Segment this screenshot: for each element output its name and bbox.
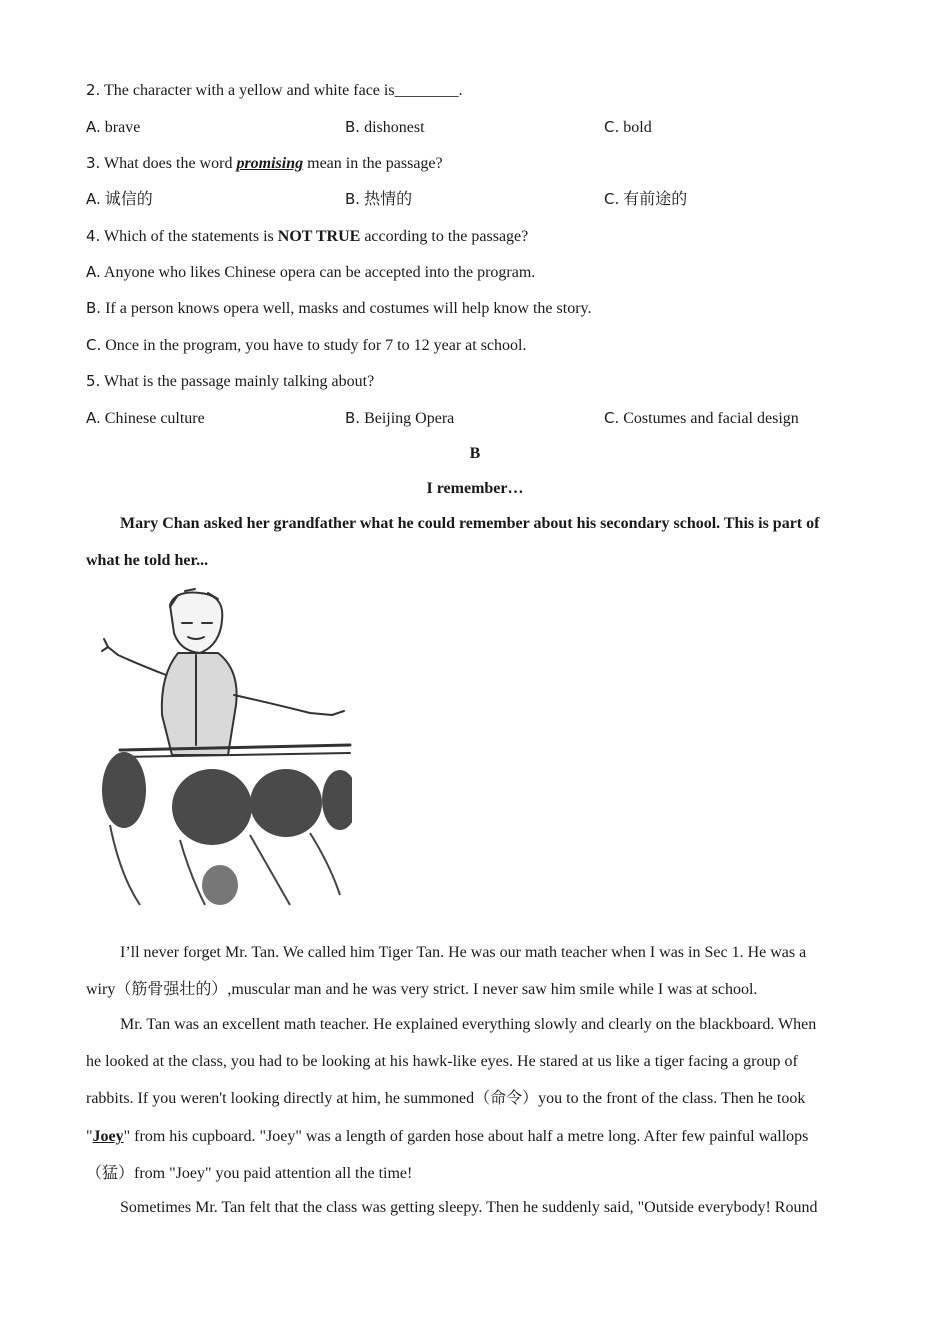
option-letter: B.	[345, 118, 361, 136]
option-text: Costumes and facial design	[623, 410, 799, 427]
option-letter: B.	[345, 190, 361, 208]
passage-p1-line-2: wiry（筋骨强壮的）,muscular man and he was very strict. I never saw him smile while I was at school.	[86, 981, 758, 998]
passage-p1-line-1: I’ll never forget Mr. Tan. We called him Tiger Tan. He was our math teacher when I was in Sec 1. He was a	[120, 944, 807, 961]
question-number: 3.	[86, 154, 101, 172]
option-letter: A.	[86, 190, 101, 208]
option-b	[345, 189, 412, 210]
option-text: 诚信的	[104, 191, 153, 208]
passage-p2-line-5: （猛）from "Joey" you paid attention all the time!	[86, 1165, 413, 1182]
option-a	[86, 408, 205, 429]
option-text: If a person knows opera well, masks and costumes will help know the story.	[105, 300, 592, 317]
option-c	[86, 335, 526, 356]
intro-line-2: what he told her...	[86, 552, 209, 569]
option-text: bold	[623, 119, 652, 136]
question-5	[86, 371, 374, 392]
option-text: dishonest	[364, 119, 425, 136]
passage-p2-line-2: he looked at the class, you had to be looking at his hawk-like eyes. He stared at us like a tiger facing a group of	[86, 1053, 798, 1070]
option-b	[345, 117, 425, 138]
section-letter: B	[469, 445, 481, 462]
option-a	[86, 189, 153, 210]
option-letter: A.	[86, 118, 101, 136]
option-letter: C.	[604, 409, 620, 427]
option-letter: B.	[86, 299, 102, 317]
option-b	[345, 408, 454, 429]
option-b	[86, 298, 591, 319]
passage-p2-line-1: Mr. Tan was an excellent math teacher. He explained everything slowly and clearly on the blackboard. When	[120, 1016, 817, 1033]
question-3	[86, 153, 443, 174]
option-a	[86, 262, 535, 283]
option-c	[604, 408, 799, 429]
option-letter: A.	[86, 409, 101, 427]
option-letter: C.	[86, 336, 102, 354]
question-text-end: mean in the passage?	[303, 155, 443, 172]
option-c	[604, 189, 687, 210]
option-letter: C.	[604, 190, 620, 208]
question-text: The character with a yellow and white face is	[104, 82, 395, 99]
option-text: brave	[104, 119, 141, 136]
question-number: 4.	[86, 227, 101, 245]
option-letter: C.	[604, 118, 620, 136]
option-text: Chinese culture	[104, 410, 205, 427]
answer-blank: ________	[394, 82, 459, 99]
question-number: 2.	[86, 81, 101, 99]
teacher-classroom-illustration	[100, 585, 352, 915]
option-a	[86, 117, 140, 138]
question-4	[86, 226, 528, 247]
question-2	[86, 80, 463, 101]
option-text: Beijing Opera	[364, 410, 455, 427]
quote-open: "	[86, 1128, 93, 1145]
option-c	[604, 117, 652, 138]
section-title: I remember…	[426, 480, 524, 497]
keyword-not-true: NOT TRUE	[277, 228, 361, 245]
passage-p2-line-4	[86, 1127, 866, 1147]
question-text-end: .	[458, 82, 463, 99]
question-text-end: according to the passage?	[360, 228, 529, 245]
question-text: What is the passage mainly talking about?	[104, 373, 375, 390]
option-text: 有前途的	[623, 191, 688, 208]
question-text: Which of the statements is	[104, 228, 278, 245]
option-text: 热情的	[364, 191, 413, 208]
question-number: 5.	[86, 372, 101, 390]
option-letter: A.	[86, 263, 101, 281]
passage-p2-line-3: rabbits. If you weren't looking directly at him, he summoned（命令）you to the front of the class. Then he took	[86, 1090, 806, 1107]
passage-text: " from his cupboard. "Joey" was a length of garden hose about half a metre long. After few painful wallops	[123, 1128, 809, 1145]
option-text: Anyone who likes Chinese opera can be accepted into the program.	[103, 264, 536, 281]
passage-p3-line-1: Sometimes Mr. Tan felt that the class was getting sleepy. Then he suddenly said, "Outside everybody! Round	[120, 1199, 818, 1216]
option-text: Once in the program, you have to study for 7 to 12 year at school.	[105, 337, 527, 354]
question-text: What does the word	[104, 155, 237, 172]
intro-line-1: Mary Chan asked her grandfather what he could remember about his secondary school. This is part of	[120, 515, 820, 532]
option-letter: B.	[345, 409, 361, 427]
keyword-promising: promising	[236, 155, 304, 172]
keyword-joey: Joey	[92, 1128, 124, 1145]
